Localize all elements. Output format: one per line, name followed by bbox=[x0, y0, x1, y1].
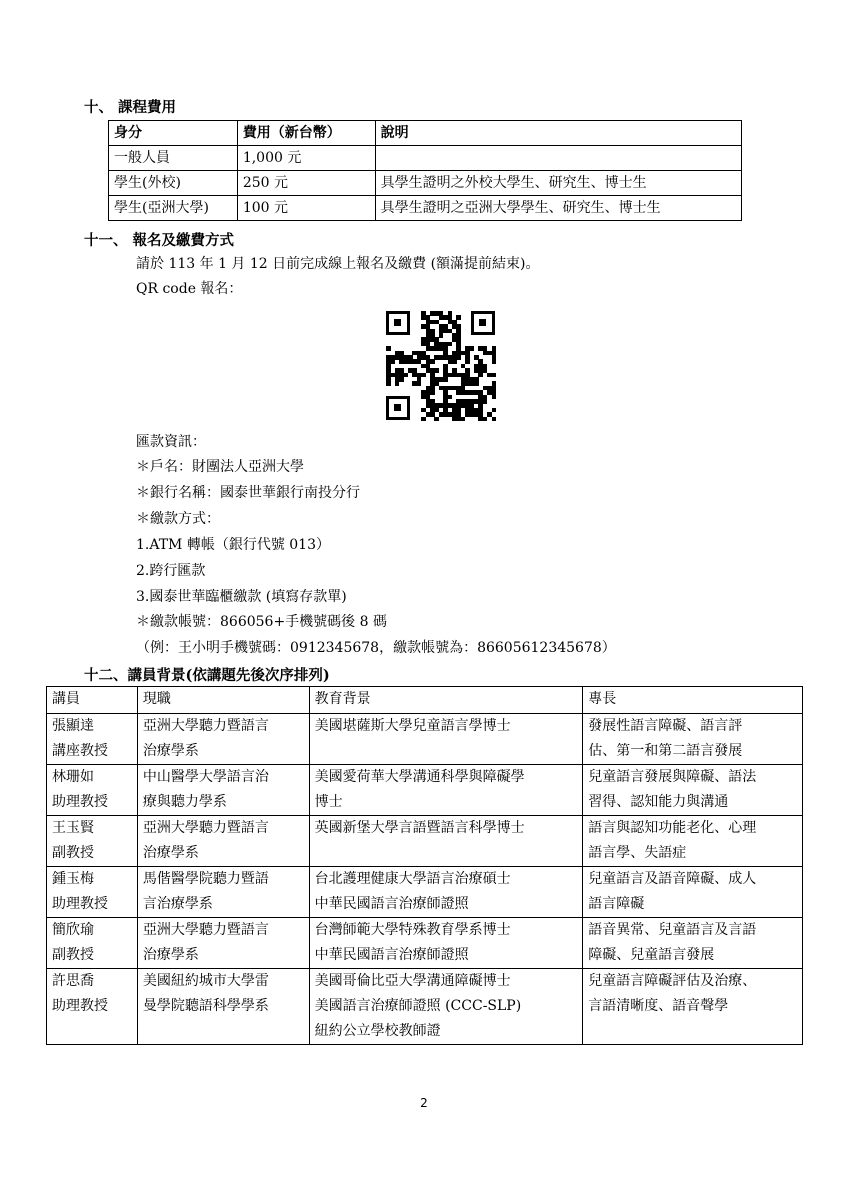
lecturer-header-expertise: 專長 bbox=[583, 687, 803, 714]
table-row bbox=[47, 816, 803, 867]
qr-finder-pattern bbox=[386, 311, 410, 335]
lecturer-table-header bbox=[47, 687, 803, 714]
lecturer-header-name: 講員 bbox=[47, 687, 138, 714]
qr-module bbox=[434, 417, 439, 422]
lecturer-expertise-cell: 語言與認知功能老化、心理 語言學、失語症 bbox=[583, 816, 803, 867]
qr-module bbox=[448, 342, 453, 347]
lecturer-education-cell: 美國愛荷華大學溝通科學與障礙學 博士 bbox=[309, 765, 583, 816]
remittance-line: 匯款資訊： bbox=[136, 434, 206, 450]
fee-note-cell: 具學生證明之外校大學生、研究生、博士生 bbox=[375, 171, 741, 196]
qr-module bbox=[448, 395, 453, 400]
lecturer-position-cell: 馬偕醫學院聽力暨語 言治療學系 bbox=[137, 867, 309, 918]
remittance-line: ＊繳款方式： bbox=[136, 511, 220, 527]
fee-cost-cell: 250 元 bbox=[237, 171, 375, 196]
table-row bbox=[47, 714, 803, 765]
fee-header-identity: 身分 bbox=[109, 121, 238, 146]
fee-cost-cell: 100 元 bbox=[237, 196, 375, 221]
table-row bbox=[109, 196, 742, 221]
lecturer-name-cell: 張顯達 講座教授 bbox=[47, 714, 138, 765]
qr-module bbox=[386, 346, 391, 351]
remittance-line: ＊銀行名稱：國泰世華銀行南投分行 bbox=[136, 485, 360, 501]
lecturer-name-cell: 簡欣瑜 副教授 bbox=[47, 918, 138, 969]
qr-module bbox=[443, 377, 448, 382]
lecturer-education-cell: 美國哥倫比亞大學溝通障礙博士 美國語言治療師證照 (CCC-SLP) 紐約公立學校教師證 bbox=[309, 969, 583, 1045]
qr-module bbox=[439, 333, 444, 338]
qr-module bbox=[492, 417, 497, 422]
qr-finder-pattern bbox=[471, 311, 495, 335]
remittance-line: 1.ATM 轉帳（銀行代號 013） bbox=[136, 537, 330, 553]
qr-module bbox=[386, 381, 391, 386]
qr-module bbox=[456, 315, 461, 320]
lecturer-expertise-cell: 發展性語言障礙、語言評 估、第一和第二語言發展 bbox=[583, 714, 803, 765]
qr-module bbox=[404, 373, 409, 378]
fee-note-cell bbox=[375, 146, 741, 171]
qr-module bbox=[492, 395, 497, 400]
lecturer-table bbox=[46, 686, 803, 1045]
qr-module bbox=[434, 368, 439, 373]
lecturer-header-education: 教育背景 bbox=[309, 687, 583, 714]
qr-module bbox=[395, 381, 400, 386]
qr-module bbox=[470, 346, 475, 351]
qr-module bbox=[430, 390, 435, 395]
fee-identity-cell: 學生(亞洲大學) bbox=[109, 196, 238, 221]
fee-header-note: 說明 bbox=[375, 121, 741, 146]
qr-module bbox=[452, 359, 457, 364]
table-row bbox=[109, 171, 742, 196]
qr-module bbox=[430, 359, 435, 364]
table-row bbox=[109, 146, 742, 171]
remittance-line: 2.跨行匯款 bbox=[136, 563, 206, 579]
qr-module bbox=[492, 359, 497, 364]
registration-qr-code[interactable] bbox=[386, 311, 496, 421]
fee-header-cost: 費用（新台幣） bbox=[237, 121, 375, 146]
lecturer-education-cell: 英國新堡大學言語暨語言科學博士 bbox=[309, 816, 583, 867]
lecturer-education-cell: 美國堪薩斯大學兒童語言學博士 bbox=[309, 714, 583, 765]
deadline-text: 請於 113 年 1 月 12 日前完成線上報名及繳費 (額滿提前結束)。 bbox=[136, 256, 540, 272]
lecturer-position-cell: 美國紐約城市大學雷 曼學院聽語科學學系 bbox=[137, 969, 309, 1045]
qr-module bbox=[456, 355, 461, 360]
lecturer-name-cell: 鍾玉梅 助理教授 bbox=[47, 867, 138, 918]
qr-module bbox=[421, 373, 426, 378]
lecturer-expertise-cell: 兒童語言障礙評估及治療、 言語清晰度、語音聲學 bbox=[583, 969, 803, 1045]
table-row bbox=[47, 765, 803, 816]
lecturer-position-cell: 亞洲大學聽力暨語言 治療學系 bbox=[137, 714, 309, 765]
lecturer-position-cell: 亞洲大學聽力暨語言 治療學系 bbox=[137, 918, 309, 969]
page-number: 2 bbox=[420, 1096, 428, 1110]
qr-module bbox=[478, 373, 483, 378]
remittance-line: 3.國泰世華臨櫃繳款 (填寫存款單) bbox=[136, 589, 347, 605]
qr-module bbox=[492, 408, 497, 413]
remittance-example: （例：王小明手機號碼：0912345678，繳款帳號為：86605612345678） bbox=[136, 640, 616, 656]
table-row bbox=[47, 969, 803, 1045]
remittance-line: ＊繳款帳號：866056+手機號碼後 8 碼 bbox=[136, 614, 387, 630]
lecturer-name-cell: 林珊如 助理教授 bbox=[47, 765, 138, 816]
lecturer-education-cell: 台灣師範大學特殊教育學系博士 中華民國語言治療師證照 bbox=[309, 918, 583, 969]
fee-identity-cell: 一般人員 bbox=[109, 146, 238, 171]
qr-module bbox=[483, 417, 488, 422]
qr-label: QR code 報名： bbox=[136, 281, 243, 297]
qr-module bbox=[421, 417, 426, 422]
fee-note-cell: 具學生證明之亞洲大學學生、研究生、博士生 bbox=[375, 196, 741, 221]
lecturer-expertise-cell: 語音異常、兒童語言及言語 障礙、兒童語言發展 bbox=[583, 918, 803, 969]
fee-identity-cell: 學生(外校) bbox=[109, 171, 238, 196]
lecturer-expertise-cell: 兒童語言發展與障礙、語法 習得、認知能力與溝通 bbox=[583, 765, 803, 816]
lecturer-education-cell: 台北護理健康大學語言治療碩士 中華民國語言治療師證照 bbox=[309, 867, 583, 918]
fees-heading: 十、 課程費用 bbox=[84, 99, 177, 116]
lecturer-name-cell: 王玉賢 副教授 bbox=[47, 816, 138, 867]
table-row bbox=[47, 867, 803, 918]
fee-table-header bbox=[109, 121, 742, 146]
lecturer-expertise-cell: 兒童語言及語音障礙、成人 語言障礙 bbox=[583, 867, 803, 918]
lecturer-position-cell: 中山醫學大學語言治 療與聽力學系 bbox=[137, 765, 309, 816]
fee-table bbox=[108, 120, 742, 221]
lecturer-name-cell: 許思喬 助理教授 bbox=[47, 969, 138, 1045]
qr-finder-pattern bbox=[386, 396, 410, 420]
table-row bbox=[47, 918, 803, 969]
lecturer-header-position: 現職 bbox=[137, 687, 309, 714]
fee-cost-cell: 1,000 元 bbox=[237, 146, 375, 171]
registration-heading: 十一、 報名及繳費方式 bbox=[84, 232, 235, 249]
qr-module bbox=[390, 359, 395, 364]
qr-module bbox=[474, 381, 479, 386]
lecturers-heading: 十二、講員背景(依講題先後次序排列) bbox=[84, 667, 330, 684]
qr-module bbox=[483, 399, 488, 404]
qr-module bbox=[399, 377, 404, 382]
qr-module bbox=[461, 417, 466, 422]
qr-module bbox=[465, 359, 470, 364]
qr-module bbox=[492, 373, 497, 378]
remittance-line: ＊戶名：財團法人亞洲大學 bbox=[136, 459, 304, 475]
qr-module bbox=[417, 381, 422, 386]
lecturer-position-cell: 亞洲大學聽力暨語言 治療學系 bbox=[137, 816, 309, 867]
